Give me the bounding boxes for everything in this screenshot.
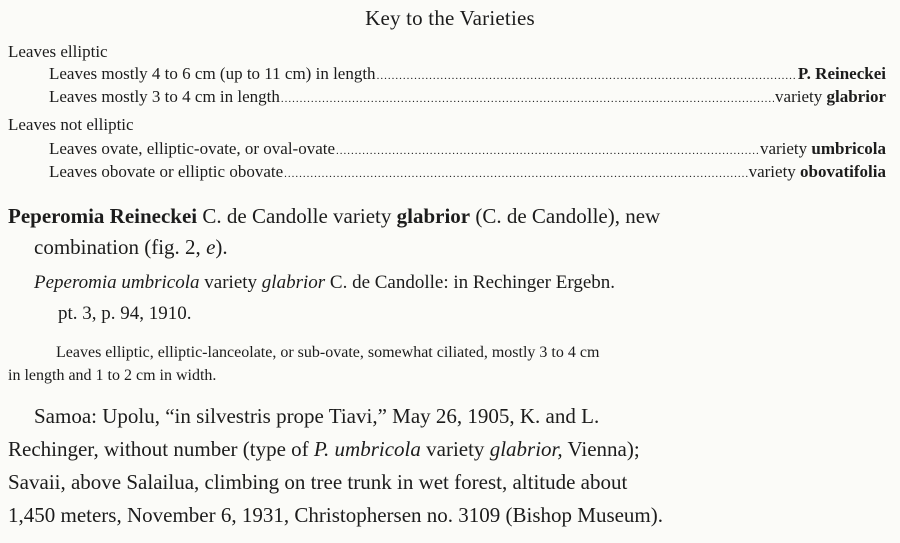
key-line-1	[49, 63, 886, 87]
specimens-line-1: Samoa: Upolu, “in silvestris prope Tiavi,” May 26, 1905, K. and L.	[34, 404, 600, 428]
taxon-variety: glabrior	[396, 204, 471, 228]
key-line-label: Leaves mostly 4 to 6 cm (up to 11 cm) in length	[49, 64, 376, 83]
specimens-line-4: 1,450 meters, November 6, 1931, Christophersen no. 3109 (Bishop Museum).	[8, 503, 664, 527]
synonym-name: Peperomia umbricola	[34, 272, 200, 293]
specimens-line-2: Rechinger, without number (type of P. umbricola variety glabrior, Vienna);	[8, 437, 640, 461]
description-line-2: in length and 1 to 2 cm in width.	[8, 367, 217, 384]
leader-dots	[281, 88, 774, 110]
key-group-not-elliptic: Leaves not elliptic	[8, 115, 134, 134]
description-line-1: Leaves elliptic, elliptic-lanceolate, or sub-ovate, somewhat ciliated, mostly 3 to 4 cm	[56, 344, 600, 361]
specimens-line-3: Savaii, above Salailua, climbing on tree trunk in wet forest, altitude about	[8, 470, 628, 494]
key-line-4	[49, 161, 886, 185]
key-line-label: Leaves mostly 3 to 4 cm in length	[49, 87, 280, 106]
synonym-line-2: pt. 3, p. 94, 1910.	[58, 303, 192, 324]
taxon-heading-line-1: Peperomia Reineckei C. de Candolle variety glabrior (C. de Candolle), new	[8, 204, 661, 228]
key-line-result	[798, 63, 886, 85]
leader-dots	[336, 140, 759, 162]
key-line-result: variety umbricola	[759, 139, 886, 158]
variety-name: obovatifolia	[800, 162, 886, 181]
key-title: Key to the Varieties	[365, 6, 535, 30]
key-line-label: Leaves ovate, elliptic-ovate, or oval-ovate	[49, 139, 336, 158]
taxon-heading-line-2: combination (fig. 2, e).	[34, 235, 228, 259]
variety-name: glabrior	[826, 87, 886, 106]
leader-dots	[377, 65, 797, 87]
key-line-result: variety obovatifolia	[748, 162, 886, 181]
key-line-result: variety glabrior	[775, 87, 886, 106]
key-line-label: Leaves obovate or elliptic obovate	[49, 162, 284, 181]
key-group-elliptic: Leaves elliptic	[8, 42, 108, 61]
synonym-line-1: Peperomia umbricola variety glabrior C. de Candolle: in Rechinger Ergebn.	[34, 272, 616, 293]
variety-name: P. Reineckei	[797, 64, 886, 83]
key-line-2	[49, 86, 886, 110]
leader-dots	[284, 163, 747, 185]
key-line-3	[49, 138, 886, 162]
variety-name: umbricola	[811, 139, 886, 158]
taxon-name: Peperomia Reineckei	[8, 204, 198, 228]
